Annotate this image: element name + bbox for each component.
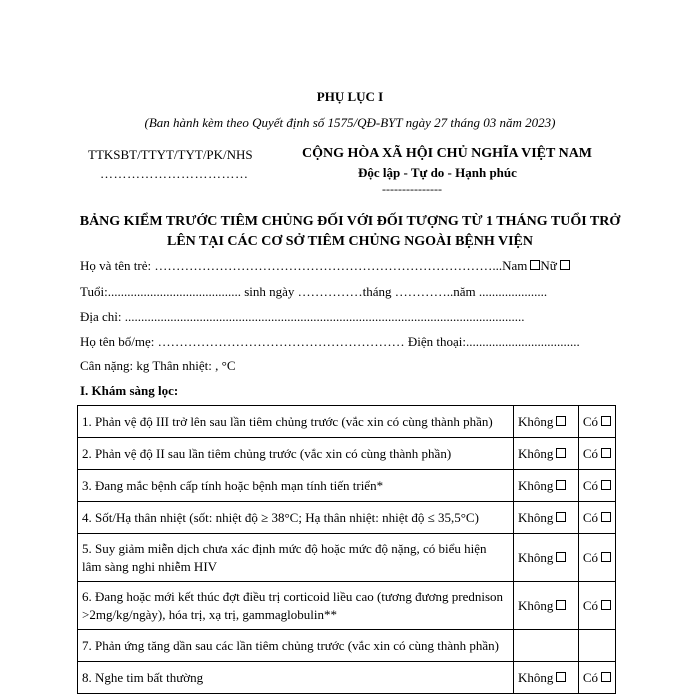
national-title: CỘNG HÒA XÃ HỘI CHỦ NGHĨA VIỆT NAM <box>302 146 593 161</box>
answer-yes-cell[interactable] <box>578 582 615 630</box>
screening-question: 1. Phản vệ độ III trở lên sau lần tiêm chủng trước (vắc xin có cùng thành phần) <box>78 406 514 438</box>
answer-no-cell[interactable] <box>514 438 579 470</box>
answer-no-checkbox[interactable] <box>556 512 566 522</box>
answer-no-checkbox[interactable] <box>556 480 566 490</box>
answer-yes-cell[interactable] <box>578 438 615 470</box>
answer-yes-checkbox[interactable] <box>601 480 611 490</box>
form-title-line-2: LÊN TẠI CÁC CƠ SỞ TIÊM CHỦNG NGOÀI BỆNH VIỆN <box>166 234 533 249</box>
screening-row <box>78 582 616 630</box>
answer-yes-label: Có <box>582 597 598 613</box>
answer-no-cell[interactable] <box>514 502 579 534</box>
answer-yes-checkbox[interactable] <box>601 600 611 610</box>
screening-question: 2. Phản vệ độ II sau lần tiêm chủng trước (vắc xin có cùng thành phần) <box>78 438 514 470</box>
answer-no-cell[interactable] <box>514 534 579 582</box>
motto-underline: --------------- <box>382 182 442 196</box>
weight-temperature-field[interactable]: Cân nặng: kg Thân nhiệt: , °C <box>80 358 236 373</box>
section-title: I. Khám sàng lọc: <box>80 383 179 398</box>
answer-no-label: Không <box>518 669 554 685</box>
child-name-label: Họ và tên trẻ: ……………………………………………………………………...Nam <box>80 258 528 273</box>
screening-row <box>78 534 616 582</box>
age-field[interactable]: Tuổi:......................................... sinh ngày ……………tháng …………..năm ..................... <box>80 284 548 299</box>
answer-yes-label: Có <box>582 509 598 525</box>
answer-no-checkbox[interactable] <box>556 416 566 426</box>
form-title-line-1: BẢNG KIỂM TRƯỚC TIÊM CHỦNG ĐỐI VỚI ĐỐI TƯỢNG TỪ 1 THÁNG TUỔI TRỞ <box>79 214 621 229</box>
answer-yes-checkbox[interactable] <box>601 552 611 562</box>
answer-no-label: Không <box>518 509 554 525</box>
answer-yes-cell[interactable] <box>578 406 615 438</box>
screening-question: 3. Đang mắc bệnh cấp tính hoặc bệnh mạn tính tiến triển* <box>78 470 514 502</box>
answer-yes-checkbox[interactable] <box>601 448 611 458</box>
screening-row <box>78 630 616 662</box>
answer-no-cell[interactable] <box>514 662 579 694</box>
answer-yes-label: Có <box>582 445 598 461</box>
screening-row <box>78 502 616 534</box>
form-title <box>0 212 700 252</box>
screening-row <box>78 406 616 438</box>
screening-question: 8. Nghe tim bất thường <box>78 662 514 694</box>
female-checkbox[interactable] <box>560 260 570 270</box>
answer-yes-checkbox[interactable] <box>601 416 611 426</box>
screening-table <box>77 405 616 694</box>
answer-yes-cell <box>578 630 615 662</box>
child-name-field[interactable] <box>80 258 570 274</box>
answer-no-cell[interactable] <box>514 582 579 630</box>
answer-no-cell[interactable] <box>514 406 579 438</box>
answer-no-checkbox[interactable] <box>556 448 566 458</box>
screening-question: 4. Sốt/Hạ thân nhiệt (sốt: nhiệt độ ≥ 38°C; Hạ thân nhiệt: nhiệt độ ≤ 35,5°C) <box>78 502 514 534</box>
organization-blank: …………………………… <box>100 166 249 181</box>
answer-no-label: Không <box>518 549 554 565</box>
answer-no-label: Không <box>518 477 554 493</box>
answer-no-label: Không <box>518 413 554 429</box>
answer-yes-checkbox[interactable] <box>601 512 611 522</box>
address-field[interactable]: Địa chỉ: ........................................................................................................................... <box>80 309 525 324</box>
national-motto: Độc lập - Tự do - Hạnh phúc <box>358 165 517 180</box>
parent-field[interactable]: Họ tên bố/mẹ: ………………………………………………… Điện thoại:................................... <box>80 334 580 349</box>
screening-row <box>78 470 616 502</box>
answer-no-label: Không <box>518 597 554 613</box>
screening-question: 6. Đang hoặc mới kết thúc đợt điều trị corticoid liều cao (tương đương prednison >2mg/kg/ngày), hóa trị, xạ trị, gammaglobulin** <box>78 582 514 630</box>
appendix-subtitle: (Ban hành kèm theo Quyết định số 1575/QĐ-BYT ngày 27 tháng 03 năm 2023) <box>144 115 556 130</box>
answer-yes-label: Có <box>582 413 598 429</box>
screening-row <box>78 662 616 694</box>
answer-yes-label: Có <box>582 669 598 685</box>
answer-yes-label: Có <box>582 549 598 565</box>
female-label: Nữ <box>540 258 557 273</box>
screening-question: 5. Suy giảm miễn dịch chưa xác định mức độ hoặc mức độ nặng, có biểu hiện lâm sàng nghi nhiễm HIV <box>78 534 514 582</box>
answer-no-cell <box>514 630 579 662</box>
answer-no-checkbox[interactable] <box>556 600 566 610</box>
answer-yes-cell[interactable] <box>578 534 615 582</box>
answer-no-checkbox[interactable] <box>556 672 566 682</box>
answer-yes-cell[interactable] <box>578 662 615 694</box>
answer-yes-label: Có <box>582 477 598 493</box>
male-checkbox[interactable] <box>530 260 540 270</box>
answer-yes-cell[interactable] <box>578 502 615 534</box>
answer-no-checkbox[interactable] <box>556 552 566 562</box>
appendix-title: PHỤ LỤC I <box>316 89 384 104</box>
screening-question: 7. Phản ứng tăng dần sau các lần tiêm chủng trước (vắc xin có cùng thành phần) <box>78 630 514 662</box>
answer-no-cell[interactable] <box>514 470 579 502</box>
answer-yes-cell[interactable] <box>578 470 615 502</box>
answer-yes-checkbox[interactable] <box>601 672 611 682</box>
organization-code: TTKSBT/TTYT/TYT/PK/NHS <box>88 147 253 162</box>
answer-no-label: Không <box>518 445 554 461</box>
screening-row <box>78 438 616 470</box>
